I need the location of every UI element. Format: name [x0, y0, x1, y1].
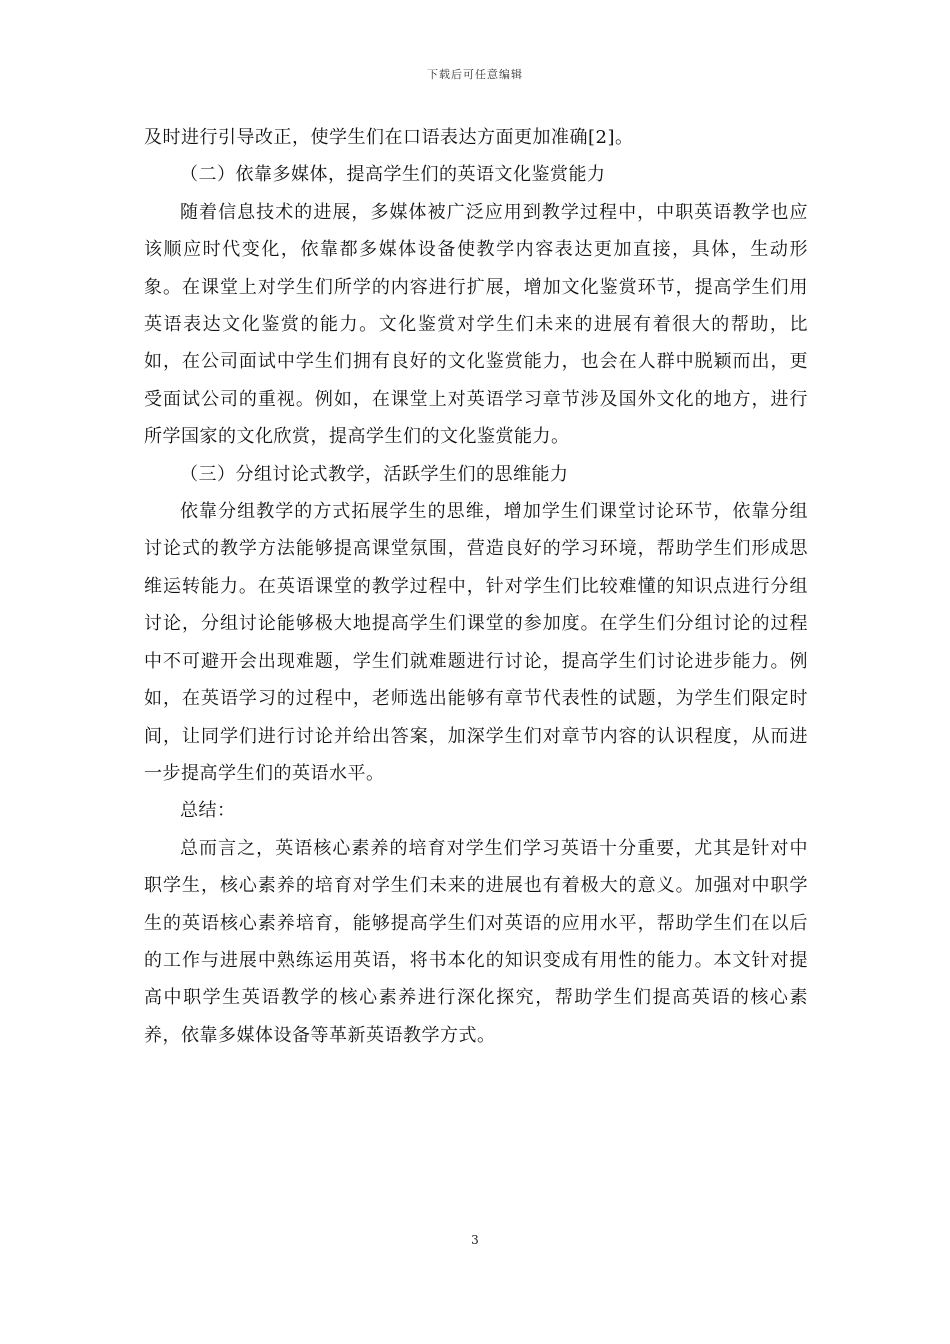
- paragraph-summary: 总而言之，英语核心素养的培育对学生们学习英语十分重要，尤其是针对中职学生，核心素养的培育对学生们未来的进展也有着极大的意义。加强对中职学生的英语核心素养培育，能够提高学生们对英语的应用水平，帮助学生们在以后的工作与进展中熟练运用英语，将书本化的知识变成有用性的能力。本文针对提高中职学生英语教学的核心素养进行深化探究，帮助学生们提高英语的核心素养，依靠多媒体设备等革新英语教学方式。: [144, 837, 808, 1046]
- page-header: 下载后可任意编辑: [427, 68, 523, 81]
- summary-heading: 总结：: [180, 800, 236, 822]
- section-heading-multimedia: （二）依靠多媒体，提高学生们的英语文化鉴赏能力: [180, 164, 606, 186]
- paragraph-continuation: 及时进行引导改正，使学生们在口语表达方面更加准确[2]。: [144, 127, 634, 148]
- page-number: 3: [471, 1233, 479, 1247]
- section-heading-group-discussion: （三）分组讨论式教学，活跃学生们的思维能力: [180, 463, 569, 485]
- paragraph-group-discussion: 依靠分组教学的方式拓展学生的思维，增加学生们课堂讨论环节，依靠分组讨论式的教学方法能够提高课堂氛围，营造良好的学习环境，帮助学生们形成思维运转能力。在英语课堂的教学过程中，针对学生们比较难懂的知识点进行分组讨论，分组讨论能够极大地提高学生们课堂的参加度。在学生们分组讨论的过程中不可避开会出现难题，学生们就难题进行讨论，提高学生们讨论进步能力。例如，在英语学习的过程中，老师选出能够有章节代表性的试题，为学生们限定时间，让同学们进行讨论并给出答案，加深学生们对章节内容的认识程度，从而进一步提高学生们的英语水平。: [144, 501, 808, 784]
- document-body: [144, 119, 808, 1054]
- paragraph-multimedia: 随着信息技术的进展，多媒体被广泛应用到教学过程中，中职英语教学也应该顺应时代变化，依靠都多媒体设备使教学内容表达更加直接，具体，生动形象。在课堂上对学生们所学的内容进行扩展，增加文化鉴赏环节，提高学生们用英语表达文化鉴赏的能力。文化鉴赏对学生们未来的进展有着很大的帮助，比如，在公司面试中学生们拥有良好的文化鉴赏能力，也会在人群中脱颖而出，更受面试公司的重视。例如，在课堂上对英语学习章节涉及国外文化的地方，进行所学国家的文化欣赏，提高学生们的文化鉴赏能力。: [144, 201, 808, 448]
